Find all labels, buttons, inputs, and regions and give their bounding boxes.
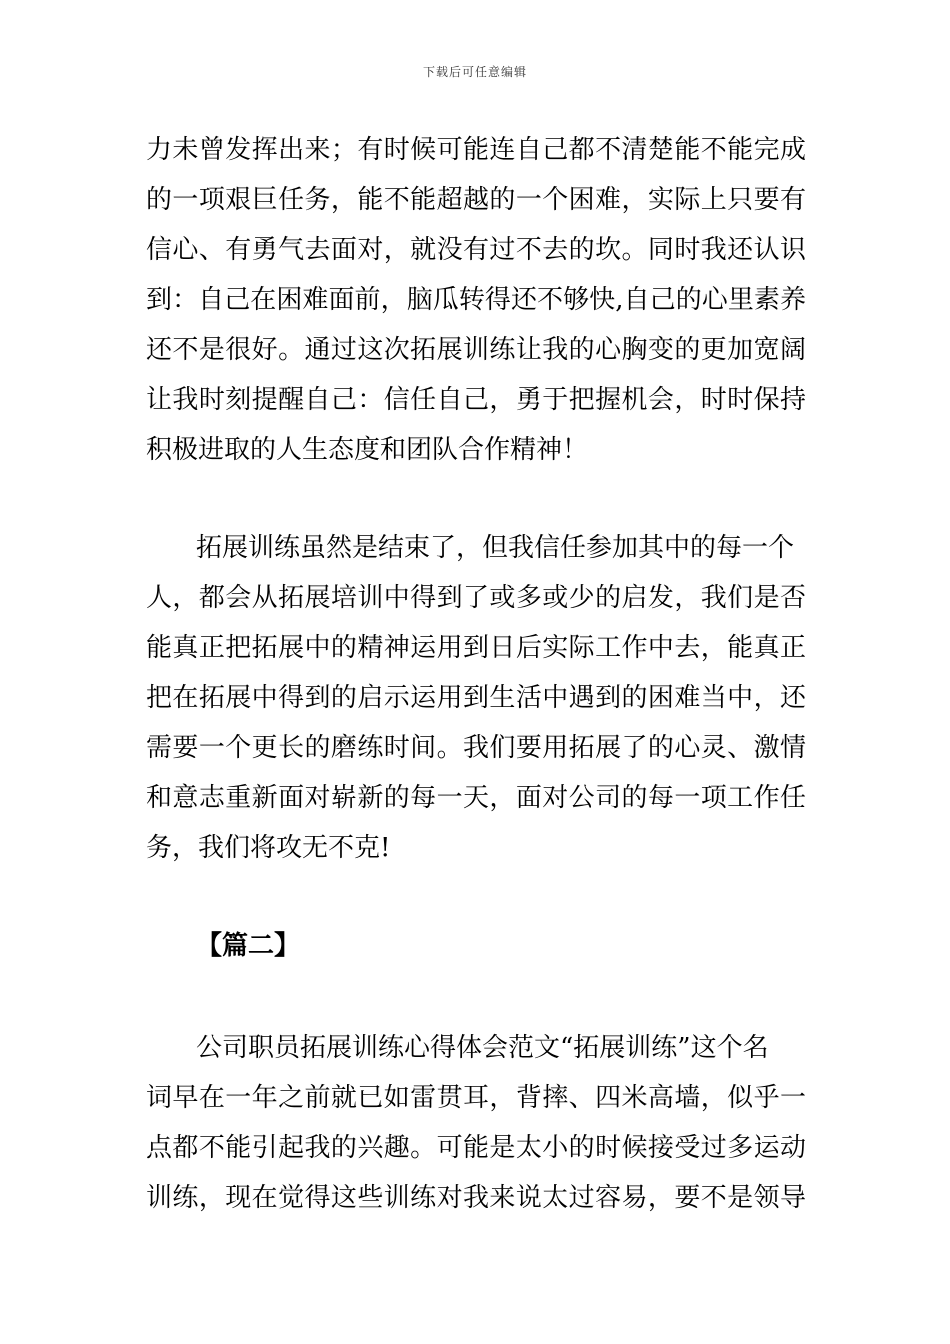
paragraph-line: 把在拓展中得到的启示运用到生活中遇到的困难当中，还: [146, 683, 806, 713]
paragraph-line: 公司职员拓展训练心得体会范文“拓展训练”这个名: [196, 1033, 769, 1063]
paragraph-line: 到：自己在困难面前，脑瓜转得还不够快,自己的心里素养: [146, 285, 806, 315]
paragraph-line: 点都不能引起我的兴趣。可能是太小的时候接受过多运动: [146, 1133, 806, 1163]
paragraph-line: 还不是很好。通过这次拓展训练让我的心胸变的更加宽阔: [146, 335, 806, 365]
paragraph-line: 力未曾发挥出来；有时候可能连自己都不清楚能不能完成: [146, 135, 806, 165]
paragraph-line: 务，我们将攻无不克!: [146, 833, 391, 863]
paragraph-line: 训练，现在觉得这些训练对我来说太过容易，要不是领导: [146, 1183, 806, 1213]
paragraph-line: 和意志重新面对崭新的每一天，面对公司的每一项工作任: [146, 783, 806, 813]
paragraph-line: 的一项艰巨任务，能不能超越的一个困难，实际上只要有: [146, 185, 806, 215]
paragraph-line: 积极进取的人生态度和团队合作精神！: [146, 435, 589, 465]
paragraph-line: 需要一个更长的磨练时间。我们要用拓展了的心灵、激情: [146, 733, 806, 763]
paragraph-line: 能真正把拓展中的精神运用到日后实际工作中去，能真正: [146, 633, 806, 663]
section-heading: 【篇二】: [196, 931, 301, 961]
paragraph-line: 信心、有勇气去面对，就没有过不去的坎。同时我还认识: [146, 235, 806, 265]
paragraph-line: 词早在一年之前就已如雷贯耳，背摔、四米高墙，似乎一: [146, 1083, 806, 1113]
paragraph-line: 让我时刻提醒自己：信任自己，勇于把握机会，时时保持: [146, 385, 806, 415]
paragraph-line: 拓展训练虽然是结束了，但我信任参加其中的每一个: [196, 533, 795, 563]
page-header: 下载后可任意编辑: [422, 65, 527, 79]
paragraph-line: 人，都会从拓展培训中得到了或多或少的启发，我们是否: [146, 583, 806, 613]
